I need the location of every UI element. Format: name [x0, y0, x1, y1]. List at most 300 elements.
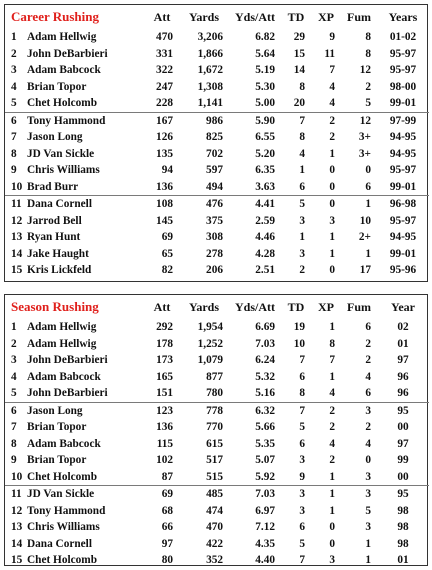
career-player-name-cell: Brian Topor	[27, 80, 87, 93]
career-player-name-cell: Jake Haught	[27, 247, 89, 260]
season-yards-per-attempt-cell: 6.32	[229, 402, 281, 419]
season-years-cell: 97	[397, 354, 409, 367]
career-yards-cell: 1,866	[197, 47, 223, 60]
career-rank-cell: 13	[11, 231, 23, 244]
season-rank-cell: 11	[5, 486, 27, 503]
career-rank-cell: 7	[11, 131, 17, 144]
career-touchdowns-cell: 8	[299, 131, 305, 144]
season-fumbles-cell: 3	[341, 486, 377, 503]
career-extra-points-cell: 4	[329, 80, 335, 93]
season-rank-cell: 2	[11, 337, 17, 350]
career-touchdowns-cell: 14	[293, 64, 305, 77]
season-rank-cell: 9	[11, 454, 17, 467]
season-years-cell: 01	[397, 337, 409, 350]
career-years-cell: 01-02	[389, 31, 417, 44]
season-player-name-cell: Adam Babcock	[27, 370, 101, 383]
career-fumbles-cell: 8	[365, 31, 371, 44]
table-row	[5, 79, 429, 96]
career-fumbles-cell: 2	[365, 80, 371, 93]
table-row	[5, 469, 429, 486]
season-rushing-panel	[4, 294, 428, 566]
season-fumbles-cell: 1	[365, 554, 372, 567]
season-yards-per-attempt-cell: 7.03	[255, 337, 276, 350]
career-touchdowns-cell: 29	[293, 31, 305, 44]
career-extra-points-cell: 0	[329, 180, 335, 193]
career-touchdowns-cell: 6	[299, 180, 305, 193]
season-extra-points-cell: 1	[329, 321, 336, 334]
season-player-name-cell: Adam Hellwig	[27, 321, 97, 334]
season-yards-per-attempt-cell: 7.12	[255, 521, 276, 534]
season-table-body	[5, 319, 429, 569]
career-yards-cell: 1,141	[197, 97, 223, 110]
season-extra-points-cell: 1	[329, 504, 336, 517]
season-player-name-cell: Adam Babcock	[27, 437, 101, 450]
season-years-cell: 97	[397, 437, 409, 450]
career-yards-per-attempt-cell: 4.28	[255, 247, 275, 260]
season-yards-per-attempt-cell: 5.07	[255, 454, 276, 467]
career-yards-cell: 1,308	[197, 80, 223, 93]
season-yards-per-attempt-cell: 6.69	[255, 321, 276, 334]
season-rank-cell: 10	[11, 470, 23, 483]
career-yards-cell: 986	[179, 112, 229, 129]
career-extra-points-cell: 2	[311, 112, 341, 129]
season-touchdowns-cell: 8	[299, 387, 306, 400]
career-rank-cell: 11	[5, 196, 27, 213]
season-player-name-cell: Brian Topor	[27, 454, 87, 467]
season-yards-cell: 515	[206, 470, 224, 483]
career-rank-cell: 12	[11, 214, 23, 227]
career-yards-cell: 476	[179, 196, 229, 213]
career-rank-cell: 8	[11, 147, 17, 160]
season-attempts-cell: 66	[161, 521, 174, 534]
table-row	[5, 402, 429, 419]
season-extra-points-cell: 8	[329, 337, 336, 350]
season-col-year: Year	[391, 299, 416, 314]
season-rank-cell: 12	[11, 504, 23, 517]
season-attempts-cell: 165	[156, 370, 174, 383]
season-years-cell: 95	[377, 486, 429, 503]
table-row	[5, 486, 429, 503]
career-rank-cell: 1	[11, 31, 17, 44]
career-rank-cell: 14	[11, 247, 23, 260]
season-fumbles-cell: 3	[341, 402, 377, 419]
career-yards-cell: 3,206	[197, 31, 223, 44]
season-rank-cell: 6	[5, 402, 27, 419]
career-fumbles-cell: 12	[341, 112, 377, 129]
career-attempts-cell: 94	[161, 164, 173, 177]
career-attempts-cell: 331	[156, 47, 173, 60]
season-attempts-cell: 87	[161, 470, 174, 483]
season-rank-cell: 1	[11, 321, 17, 334]
season-fumbles-cell: 3	[365, 521, 372, 534]
career-years-cell: 94-95	[389, 147, 417, 160]
career-extra-points-cell: 0	[311, 196, 341, 213]
season-player-name-cell: JD Van Sickle	[27, 486, 145, 503]
career-touchdowns-cell: 8	[299, 80, 305, 93]
career-fumbles-cell: 0	[365, 164, 371, 177]
career-touchdowns-cell: 3	[299, 247, 305, 260]
career-attempts-cell: 108	[145, 196, 179, 213]
season-touchdowns-cell: 7	[299, 554, 306, 567]
career-extra-points-cell: 4	[329, 97, 335, 110]
season-yards-cell: 770	[206, 421, 224, 434]
season-player-name-cell: Chet Holcomb	[27, 470, 97, 483]
career-attempts-cell: 322	[156, 64, 173, 77]
season-touchdowns-cell: 10	[293, 337, 306, 350]
season-touchdowns-cell: 6	[299, 370, 306, 383]
season-extra-points-cell: 2	[329, 421, 336, 434]
season-player-name-cell: Dana Cornell	[27, 537, 92, 550]
career-years-cell: 95-97	[389, 214, 417, 227]
career-yards-cell: 702	[206, 147, 223, 160]
season-fumbles-cell: 5	[365, 504, 372, 517]
table-row	[5, 62, 429, 79]
career-yards-per-attempt-cell: 5.00	[255, 97, 275, 110]
table-row	[5, 319, 429, 336]
career-player-name-cell: Jason Long	[27, 131, 83, 144]
table-row	[5, 246, 429, 263]
season-extra-points-cell: 2	[329, 454, 336, 467]
table-row	[5, 213, 429, 230]
table-row	[5, 436, 429, 453]
season-yards-per-attempt-cell: 5.16	[255, 387, 276, 400]
career-yards-per-attempt-cell: 6.35	[255, 164, 275, 177]
career-years-cell: 94-95	[389, 231, 417, 244]
season-touchdowns-cell: 6	[299, 521, 306, 534]
career-yards-per-attempt-cell: 5.20	[255, 147, 275, 160]
season-years-cell: 98	[397, 504, 409, 517]
career-fumbles-cell: 6	[365, 180, 371, 193]
career-extra-points-cell: 1	[329, 247, 335, 260]
career-attempts-cell: 82	[161, 264, 173, 277]
table-row	[5, 29, 429, 46]
season-extra-points-cell: 4	[329, 387, 336, 400]
season-attempts-cell: 68	[161, 504, 174, 517]
season-attempts-cell: 69	[145, 486, 179, 503]
table-row	[5, 503, 429, 520]
career-fumbles-cell: 1	[341, 196, 377, 213]
season-touchdowns-cell: 19	[293, 321, 306, 334]
career-years-cell: 99-01	[389, 97, 417, 110]
season-col-td: TD	[287, 299, 305, 314]
season-fumbles-cell: 4	[365, 437, 372, 450]
career-player-name-cell: Jarrod Bell	[27, 214, 82, 227]
season-touchdowns-cell: 9	[299, 470, 306, 483]
table-row	[5, 352, 429, 369]
season-fumbles-cell: 6	[365, 387, 372, 400]
season-yards-cell: 615	[206, 437, 224, 450]
career-touchdowns-cell: 15	[293, 47, 305, 60]
season-attempts-cell: 123	[145, 402, 179, 419]
career-touchdowns-cell: 20	[293, 97, 305, 110]
career-player-name-cell: Adam Hellwig	[27, 31, 97, 44]
table-row	[5, 536, 429, 553]
season-extra-points-cell: 2	[311, 402, 341, 419]
career-yards-cell: 1,672	[197, 64, 223, 77]
career-yards-cell: 825	[206, 131, 223, 144]
table-row	[5, 452, 429, 469]
career-yards-cell: 308	[206, 231, 223, 244]
career-touchdowns-cell: 1	[299, 164, 305, 177]
career-player-name-cell: Dana Cornell	[27, 196, 145, 213]
season-extra-points-cell: 1	[329, 470, 336, 483]
season-extra-points-cell: 1	[329, 370, 336, 383]
career-attempts-cell: 69	[161, 231, 173, 244]
season-yards-cell: 422	[206, 537, 224, 550]
season-fumbles-cell: 1	[365, 537, 372, 550]
career-years-cell: 99-01	[389, 247, 417, 260]
season-touchdowns-cell: 7	[281, 402, 311, 419]
season-yards-cell: 1,079	[197, 354, 224, 367]
career-rank-cell: 6	[5, 112, 27, 129]
season-years-cell: 98	[397, 521, 409, 534]
career-fumbles-cell: 17	[359, 264, 371, 277]
career-yards-per-attempt-cell: 5.90	[229, 112, 281, 129]
season-fumbles-cell: 2	[365, 354, 372, 367]
season-rushing-table	[5, 295, 429, 569]
season-yards-per-attempt-cell: 5.32	[255, 370, 276, 383]
season-col-xp: XP	[318, 299, 335, 314]
career-col-years: Years	[388, 9, 418, 24]
season-yards-cell: 877	[206, 370, 224, 383]
season-years-cell: 01	[397, 554, 409, 567]
career-rank-cell: 9	[11, 164, 17, 177]
career-attempts-cell: 65	[161, 247, 173, 260]
table-row	[5, 146, 429, 163]
table-row	[5, 369, 429, 386]
season-rank-cell: 14	[11, 537, 23, 550]
career-yards-per-attempt-cell: 6.55	[255, 131, 275, 144]
career-extra-points-cell: 11	[324, 47, 335, 60]
career-touchdowns-cell: 5	[281, 196, 311, 213]
season-yards-cell: 517	[206, 454, 224, 467]
career-extra-points-cell: 7	[329, 64, 335, 77]
career-attempts-cell: 126	[156, 131, 173, 144]
season-touchdowns-cell: 3	[281, 486, 311, 503]
season-yards-per-attempt-cell: 7.03	[229, 486, 281, 503]
career-extra-points-cell: 1	[329, 147, 335, 160]
career-player-name-cell: Brad Burr	[27, 180, 79, 193]
career-attempts-cell: 136	[156, 180, 173, 193]
season-yards-cell: 780	[206, 387, 224, 400]
season-attempts-cell: 102	[156, 454, 174, 467]
career-extra-points-cell: 0	[329, 264, 335, 277]
career-years-cell: 97-99	[377, 112, 429, 129]
season-attempts-cell: 115	[156, 437, 174, 450]
table-row	[5, 46, 429, 63]
season-extra-points-cell: 0	[329, 521, 336, 534]
career-years-cell: 95-97	[389, 164, 417, 177]
career-years-cell: 95-97	[389, 47, 417, 60]
career-yards-cell: 278	[206, 247, 223, 260]
table-row	[5, 129, 429, 146]
season-years-cell: 02	[397, 321, 409, 334]
career-col-yards: Yards	[188, 9, 219, 24]
career-col-ydsatt: Yds/Att	[234, 9, 275, 24]
season-col-fum: Fum	[347, 299, 372, 314]
season-attempts-cell: 136	[156, 421, 174, 434]
career-yards-per-attempt-cell: 6.82	[255, 31, 275, 44]
season-touchdowns-cell: 3	[299, 454, 306, 467]
season-extra-points-cell: 3	[329, 554, 336, 567]
season-years-cell: 98	[397, 537, 409, 550]
career-years-cell: 99-01	[389, 180, 417, 193]
career-player-name-cell: Adam Babcock	[27, 64, 101, 77]
season-years-cell: 00	[397, 421, 409, 434]
season-col-yards: Yards	[189, 299, 220, 314]
table-row	[5, 229, 429, 246]
career-player-name-cell: Chet Holcomb	[27, 97, 97, 110]
career-years-cell: 95-96	[389, 264, 417, 277]
season-fumbles-cell: 2	[365, 421, 372, 434]
career-attempts-cell: 247	[156, 80, 173, 93]
career-yards-per-attempt-cell: 2.59	[255, 214, 275, 227]
career-yards-per-attempt-cell: 5.30	[255, 80, 275, 93]
career-touchdowns-cell: 3	[299, 214, 305, 227]
career-col-td: TD	[287, 9, 305, 24]
career-attempts-cell: 228	[156, 97, 173, 110]
season-yards-per-attempt-cell: 5.92	[255, 470, 276, 483]
career-fumbles-cell: 3+	[358, 147, 371, 160]
career-extra-points-cell: 3	[329, 214, 335, 227]
career-yards-per-attempt-cell: 5.19	[255, 64, 275, 77]
season-touchdowns-cell: 3	[299, 504, 306, 517]
season-attempts-cell: 97	[161, 537, 174, 550]
career-player-name-cell: JD Van Sickle	[27, 147, 95, 160]
table-row	[5, 419, 429, 436]
career-rank-cell: 4	[11, 80, 17, 93]
season-yards-cell: 474	[206, 504, 224, 517]
season-rank-cell: 7	[11, 421, 17, 434]
season-fumbles-cell: 4	[365, 370, 372, 383]
season-col-att: Att	[153, 299, 171, 314]
season-attempts-cell: 178	[156, 337, 174, 350]
season-yards-per-attempt-cell: 6.97	[255, 504, 276, 517]
career-fumbles-cell: 10	[359, 214, 371, 227]
season-yards-per-attempt-cell: 4.40	[255, 554, 276, 567]
career-fumbles-cell: 12	[359, 64, 371, 77]
career-extra-points-cell: 9	[329, 31, 335, 44]
career-yards-cell: 206	[206, 264, 223, 277]
career-attempts-cell: 135	[156, 147, 173, 160]
career-touchdowns-cell: 7	[281, 112, 311, 129]
season-fumbles-cell: 6	[365, 321, 372, 334]
career-fumbles-cell: 8	[365, 47, 371, 60]
season-years-cell: 95	[377, 402, 429, 419]
career-rank-cell: 15	[11, 264, 23, 277]
career-title: Career Rushing	[11, 9, 99, 24]
career-table-body	[5, 29, 429, 279]
career-rank-cell: 2	[11, 47, 17, 60]
career-attempts-cell: 145	[156, 214, 173, 227]
career-player-name-cell: Kris Lickfeld	[27, 264, 92, 277]
career-yards-per-attempt-cell: 2.51	[255, 264, 275, 277]
table-row	[5, 162, 429, 179]
career-extra-points-cell: 1	[329, 231, 335, 244]
table-row	[5, 95, 429, 112]
season-touchdowns-cell: 6	[299, 437, 306, 450]
season-attempts-cell: 80	[161, 554, 174, 567]
season-player-name-cell: Chet Holcomb	[27, 554, 97, 567]
career-yards-cell: 375	[206, 214, 223, 227]
table-row	[5, 552, 429, 569]
season-yards-per-attempt-cell: 4.35	[255, 537, 276, 550]
career-years-cell: 94-95	[389, 131, 417, 144]
career-player-name-cell: Chris Williams	[27, 164, 100, 177]
season-player-name-cell: Jason Long	[27, 402, 145, 419]
season-years-cell: 99	[397, 454, 409, 467]
career-touchdowns-cell: 2	[299, 264, 305, 277]
season-rank-cell: 8	[11, 437, 17, 450]
season-rank-cell: 13	[11, 521, 23, 534]
table-row	[5, 112, 429, 129]
season-yards-cell: 1,954	[197, 321, 224, 334]
career-fumbles-cell: 3+	[358, 131, 371, 144]
table-row	[5, 385, 429, 402]
season-years-cell: 96	[397, 370, 409, 383]
season-yards-per-attempt-cell: 5.66	[255, 421, 276, 434]
season-player-name-cell: Adam Hellwig	[27, 337, 97, 350]
career-rank-cell: 10	[11, 180, 23, 193]
season-yards-per-attempt-cell: 5.35	[255, 437, 276, 450]
season-yards-cell: 470	[206, 521, 224, 534]
season-extra-points-cell: 4	[329, 437, 336, 450]
season-yards-cell: 778	[179, 402, 229, 419]
season-years-cell: 96	[397, 387, 409, 400]
career-years-cell: 95-97	[389, 64, 417, 77]
career-rushing-table	[5, 5, 429, 279]
season-rank-cell: 5	[11, 387, 17, 400]
career-touchdowns-cell: 4	[299, 147, 305, 160]
career-yards-per-attempt-cell: 3.63	[255, 180, 275, 193]
career-rank-cell: 5	[11, 97, 17, 110]
career-attempts-cell: 167	[145, 112, 179, 129]
career-extra-points-cell: 0	[329, 164, 335, 177]
season-attempts-cell: 151	[156, 387, 174, 400]
career-col-att: Att	[153, 9, 171, 24]
season-touchdowns-cell: 5	[299, 537, 306, 550]
season-player-name-cell: Tony Hammond	[27, 504, 106, 517]
career-yards-cell: 597	[206, 164, 223, 177]
season-touchdowns-cell: 5	[299, 421, 306, 434]
season-player-name-cell: Chris Williams	[27, 521, 100, 534]
season-yards-cell: 485	[179, 486, 229, 503]
table-row	[5, 262, 429, 279]
career-attempts-cell: 470	[156, 31, 173, 44]
season-rank-cell: 3	[11, 354, 17, 367]
season-extra-points-cell: 1	[311, 486, 341, 503]
career-rushing-panel	[4, 4, 428, 282]
career-player-name-cell: John DeBarbieri	[27, 47, 108, 60]
season-fumbles-cell: 2	[365, 337, 372, 350]
season-col-ydsatt: Yds/Att	[235, 299, 276, 314]
season-yards-cell: 352	[206, 554, 224, 567]
table-row	[5, 196, 429, 213]
career-yards-per-attempt-cell: 5.64	[255, 47, 275, 60]
career-rank-cell: 3	[11, 64, 17, 77]
career-fumbles-cell: 5	[365, 97, 371, 110]
career-fumbles-cell: 2+	[358, 231, 371, 244]
career-player-name-cell: Ryan Hunt	[27, 231, 81, 244]
season-player-name-cell: John DeBarbieri	[27, 387, 108, 400]
career-yards-per-attempt-cell: 4.41	[229, 196, 281, 213]
career-years-cell: 96-98	[377, 196, 429, 213]
career-extra-points-cell: 2	[329, 131, 335, 144]
career-header-row	[5, 5, 429, 29]
career-col-fum: Fum	[347, 9, 371, 24]
season-fumbles-cell: 0	[365, 454, 372, 467]
season-title: Season Rushing	[11, 299, 99, 314]
